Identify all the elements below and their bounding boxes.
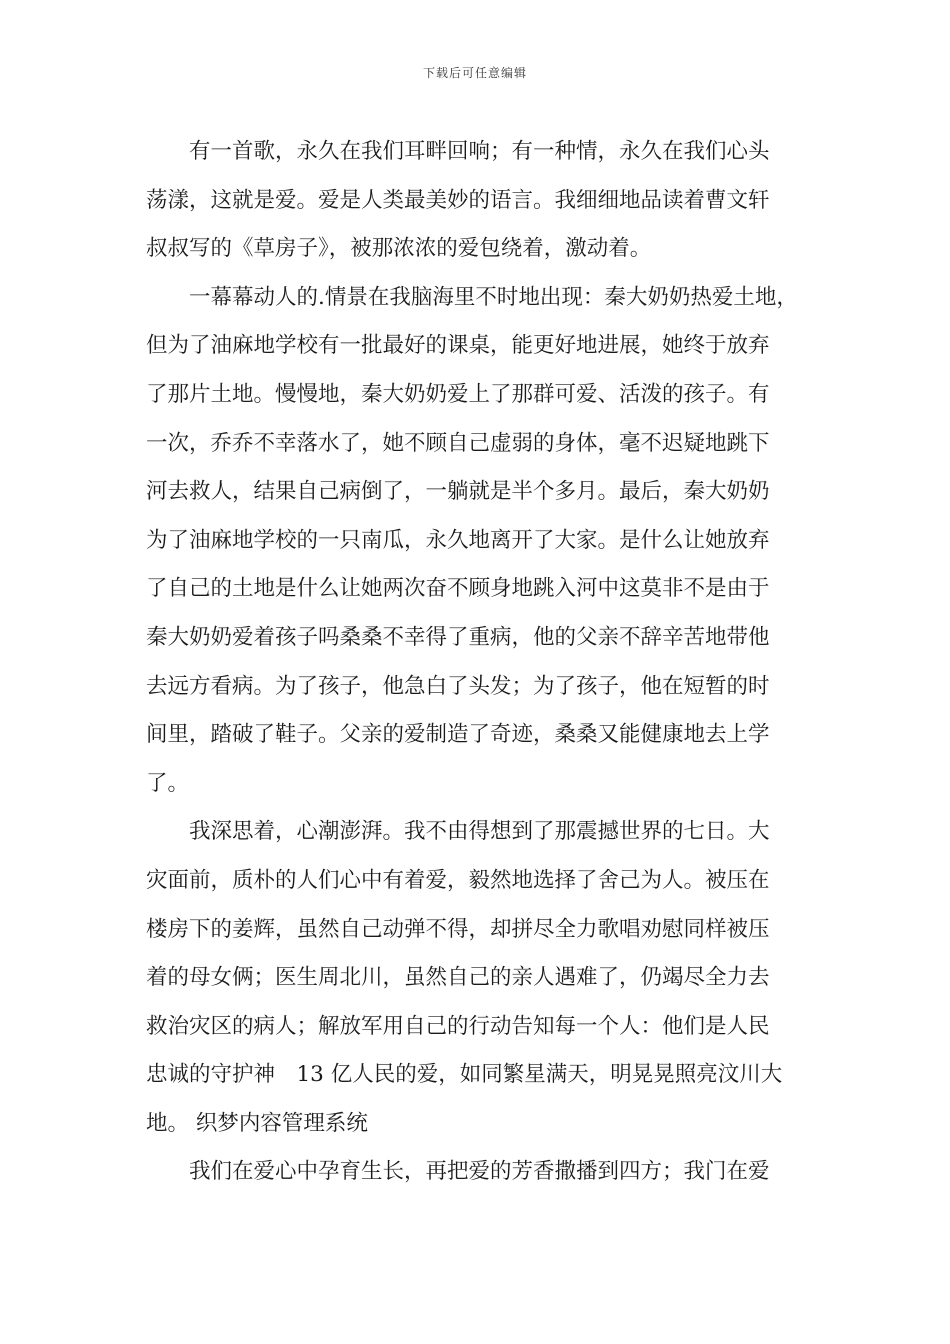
text-line: 救治灾区的病人；解放军用自己的行动告知每一个人：他们是人民 bbox=[146, 1013, 770, 1039]
text-line: 我们在爱心中孕育生长，再把爱的芳香撒播到四方；我门在爱 bbox=[189, 1159, 770, 1185]
page-header: 下载后可任意编辑 bbox=[422, 66, 527, 80]
text-line: 楼房下的姜辉，虽然自己动弹不得，却拼尽全力歌唱劝慰同样被压 bbox=[146, 916, 770, 942]
text-line: 了自己的土地是什么让她两次奋不顾身地跳入河中这莫非不是由于 bbox=[146, 576, 770, 602]
text-line: 秦大奶奶爱着孩子吗桑桑不幸得了重病，他的父亲不辞辛苦地带他 bbox=[146, 624, 770, 650]
text-line: 了那片土地。慢慢地，秦大奶奶爱上了那群可爱、活泼的孩子。有 bbox=[146, 381, 770, 407]
text-line: 灾面前，质朴的人们心中有着爱，毅然地选择了舍己为人。被压在 bbox=[146, 867, 770, 893]
text-line: 着的母女俩；医生周北川，虽然自己的亲人遇难了，仍竭尽全力去 bbox=[146, 965, 770, 991]
text-line: 间里，踏破了鞋子。父亲的爱制造了奇迹，桑桑又能健康地去上学 bbox=[146, 722, 770, 748]
text-line: 去远方看病。为了孩子，他急白了头发；为了孩子，他在短暂的时 bbox=[146, 673, 770, 699]
text-line: 但为了油麻地学校有一批最好的课桌，能更好地进展，她终于放弃 bbox=[146, 333, 770, 359]
text-line: 为了油麻地学校的一只南瓜，永久地离开了大家。是什么让她放弃 bbox=[146, 527, 770, 553]
text-line: 了。 bbox=[146, 770, 190, 796]
text-line: 叔叔写的《草房子》，被那浓浓的爱包绕着，激动着。 bbox=[146, 236, 652, 262]
text-line: 我深思着，心潮澎湃。我不由得想到了那震撼世界的七日。大 bbox=[189, 819, 770, 845]
essay-body bbox=[146, 128, 821, 1197]
text-line: 荡漾，这就是爱。爱是人类最美妙的语言。我细细地品读着曹文轩 bbox=[146, 187, 770, 213]
text-line: 一幕幕动人的.情景在我脑海里不时地出现：秦大奶奶热爱土地， bbox=[189, 284, 798, 310]
text-line: 有一首歌，永久在我们耳畔回响；有一种情，永久在我们心头 bbox=[189, 139, 770, 164]
text-line: 河去救人，结果自己病倒了，一躺就是半个多月。最后，秦大奶奶 bbox=[146, 479, 770, 505]
text-line: 忠诚的守护神 13 亿人民的爱，如同繁星满天，明晃晃照亮汶川大 bbox=[146, 1062, 783, 1088]
text-line: 一次，乔乔不幸落水了，她不顾自己虚弱的身体，毫不迟疑地跳下 bbox=[146, 430, 770, 456]
text-line: 地。 织梦内容管理系统 bbox=[146, 1110, 368, 1136]
